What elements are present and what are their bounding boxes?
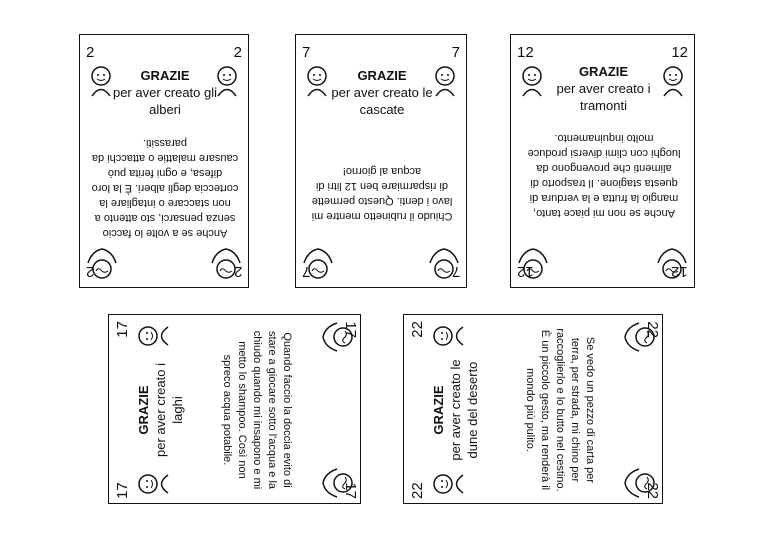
card-cascate (295, 34, 467, 288)
card-description: Anche se non mi piace tanto, mangio la frutta e la verdura di questa stagione. Il trasporto di alimenti che provengono da luoghi con climi diversi produce molto inquinamento. (527, 132, 681, 219)
card-number: 12 (671, 263, 688, 280)
card-number: 17 (342, 321, 359, 338)
card-description: Quando faccio la doccia evito di stare a giocare sotto l'acqua e la chiudo quando mi insapono e mi metto lo shampoo. Così non spreco acqua potabile. (221, 330, 293, 490)
child-face-icon (137, 469, 169, 499)
card-number: 2 (233, 263, 242, 280)
card-number: 7 (451, 44, 460, 61)
card-number: 22 (409, 482, 426, 499)
card-number: 17 (342, 482, 359, 499)
child-face-icon (302, 65, 332, 97)
card-title: GRAZIE per aver creato i laghi (136, 363, 185, 457)
child-face-icon (430, 65, 460, 97)
card-number: 2 (86, 44, 95, 61)
card-title: GRAZIE per aver creato gli alberi (112, 68, 218, 117)
card-number: 7 (451, 263, 460, 280)
card-title: GRAZIE per aver creato le cascate (331, 68, 433, 117)
card-number: 22 (644, 482, 661, 499)
card-number: 12 (517, 263, 534, 280)
card-number: 7 (302, 263, 311, 280)
child-face-icon (658, 65, 688, 97)
card-title: GRAZIE per aver creato i tramonti (556, 64, 651, 113)
child-face-icon (137, 321, 169, 351)
card-number: 12 (517, 44, 534, 61)
child-face-icon (432, 469, 464, 499)
card-description: Chiudo il rubinetto mentre mi lavo i denti. Questo permette di risparmiare ben 12 litri di acqua al giorno! (311, 165, 453, 222)
card-laghi (108, 314, 361, 504)
card-description: Se vedo un pezzo di carta per terra, per strada, mi chino per raccoglierlo e lo butto nel cestino. È un piccolo gesto, ma renderà il mondo più pulito. (524, 328, 596, 492)
card-number: 7 (302, 44, 311, 61)
card-dune (403, 314, 663, 504)
child-face-icon (517, 65, 547, 97)
card-number: 2 (233, 44, 242, 61)
card-number: 12 (671, 44, 688, 61)
card-title: GRAZIE per aver creato le dune del deserto (431, 359, 480, 461)
card-number: 22 (409, 321, 426, 338)
child-face-icon (432, 321, 464, 351)
child-face-icon (86, 65, 116, 97)
card-number: 17 (114, 321, 131, 338)
card-description: Anche se a volte lo faccio senza pensarci, sto attento a non staccare o intagliare la corteccia degli alberi. È la loro difesa, e ogni ferita può causare malattie o attacchi da parassiti. (91, 137, 239, 239)
card-tramonti (510, 34, 695, 288)
child-face-icon (212, 65, 242, 97)
card-number: 2 (86, 263, 95, 280)
card-number: 22 (644, 321, 661, 338)
card-number: 17 (114, 482, 131, 499)
card-alberi (79, 34, 249, 288)
